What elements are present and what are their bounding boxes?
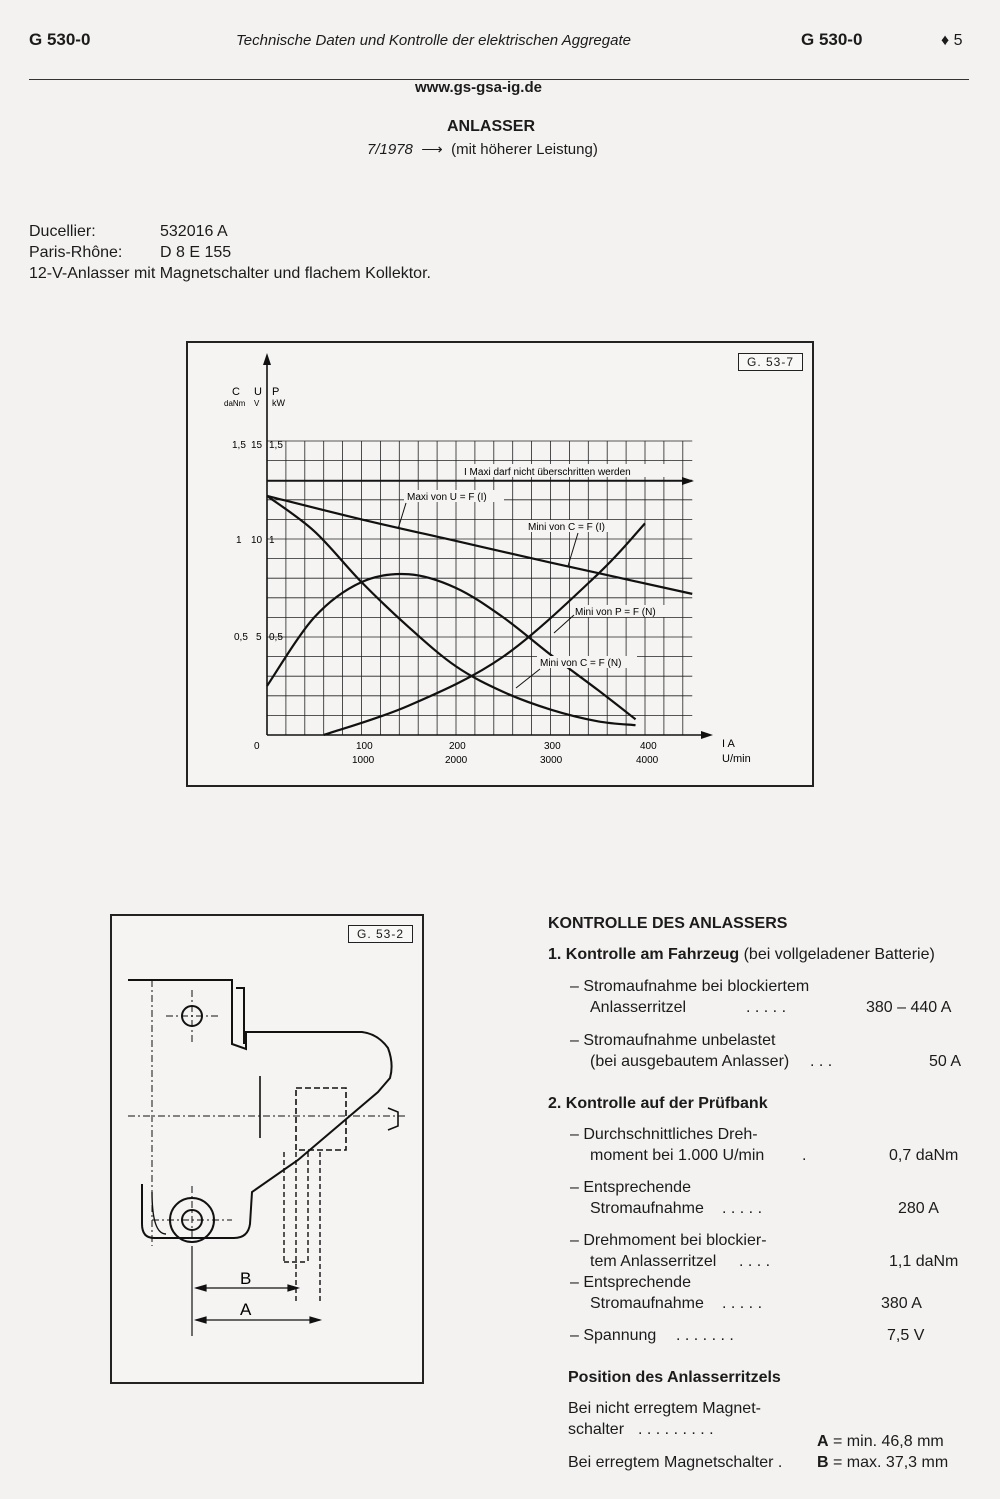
curve-u-of-i [267, 496, 692, 594]
y-tick-p-1: 1 [269, 535, 275, 546]
position-2-label: Bei erregtem Magnetschalter . [568, 1454, 783, 1471]
x-axis-label-current: I A [722, 738, 735, 750]
spannung-label: – Spannung [570, 1327, 657, 1344]
spec-description: 12-V-Anlasser mit Magnetschalter und flachem Kollektor. [29, 265, 431, 282]
axis-p-unit: kW [272, 398, 285, 408]
label-c-n-curve: Mini von C = F (N) [540, 658, 622, 669]
s2-item4-value: 380 A [881, 1295, 922, 1312]
s2-title: 2. Kontrolle auf der Prüfbank [548, 1095, 768, 1112]
spec-value-ducellier: 532016 A [160, 223, 228, 240]
position-title: Position des Anlasserritzels [568, 1369, 781, 1386]
spec-label-ducellier: Ducellier: [29, 223, 96, 240]
s2-item2-dots: . . . . . [722, 1200, 763, 1217]
position-1-line2: schalter [568, 1421, 625, 1438]
s2-item4-line2: Stromaufnahme [590, 1295, 704, 1312]
y-tick-c-0-5: 0,5 [234, 632, 248, 643]
position-2-result [817, 1454, 948, 1472]
section-title: ANLASSER [447, 118, 536, 135]
dimension-a-label: A [240, 1300, 252, 1319]
power-note: (mit höherer Leistung) [451, 141, 598, 158]
s2-item4-dots: . . . . . [722, 1295, 763, 1312]
x-axis-arrow-icon [701, 731, 713, 739]
s1-item1-value: 380 – 440 A [866, 999, 952, 1016]
y-tick-c-1: 1 [236, 535, 242, 546]
s1-heading [548, 946, 935, 964]
s2-item3-value: 1,1 daNm [889, 1253, 959, 1270]
drawing-svg [112, 916, 422, 1382]
chart-svg [188, 343, 812, 785]
curve-p-of-n [267, 574, 636, 719]
position-2-key: B [817, 1454, 829, 1471]
s2-item3-line2: tem Anlasserritzel [590, 1253, 717, 1270]
label-c-i-curve: Mini von C = F (I) [528, 522, 605, 533]
position-1-result [817, 1433, 944, 1451]
s1-item2-line1: – Stromaufnahme unbelastet [570, 1032, 776, 1049]
s1-title: 1. Kontrolle am Fahrzeug [548, 946, 740, 963]
s1-item2-dots: . . . [810, 1053, 833, 1070]
imax-arrow-icon [682, 477, 694, 485]
kontrolle-title: KONTROLLE DES ANLASSERS [548, 915, 788, 932]
axis-c-unit: daNm [224, 399, 246, 408]
chart-axes [263, 353, 713, 739]
spannung-dots: . . . . . . . [676, 1327, 734, 1344]
x-tick-300: 300 [544, 741, 561, 752]
s1-note: (bei vollgeladener Batterie) [743, 946, 935, 963]
y-tick-p-0-5: 0,5 [269, 632, 283, 643]
x-tick-100: 100 [356, 741, 373, 752]
x-tick-400: 400 [640, 741, 657, 752]
axis-u-unit: V [254, 399, 260, 408]
x-axis-label-speed: U/min [722, 753, 751, 765]
x-tick-200: 200 [449, 741, 466, 752]
position-1-value: = min. 46,8 mm [833, 1433, 944, 1450]
figure-performance-chart [186, 341, 814, 787]
s2-item1-line1: – Durchschnittliches Dreh- [570, 1126, 758, 1143]
label-p-n-curve: Mini von P = F (N) [575, 607, 656, 618]
s2-item1-line2: moment bei 1.000 U/min [590, 1147, 765, 1164]
s1-item2-line2: (bei ausgebautem Anlasser) [590, 1053, 790, 1070]
date-range: 7/1978 [367, 141, 413, 158]
page-number: ♦ 5 [941, 32, 963, 49]
y-tick-u-5: 5 [256, 632, 262, 643]
website-url[interactable]: www.gs-gsa-ig.de [415, 79, 542, 96]
figure-pinion-drawing [110, 914, 424, 1384]
s2-item2-line2: Stromaufnahme [590, 1200, 704, 1217]
y-tick-u-10: 10 [251, 535, 263, 546]
axis-p-label: P [272, 386, 280, 398]
s1-item1-line1: – Stromaufnahme bei blockiertem [570, 978, 810, 995]
x-tick-1000: 1000 [352, 755, 375, 766]
y-axis-arrow-icon [263, 353, 271, 365]
s2-item1-value: 0,7 daNm [889, 1147, 959, 1164]
label-u-curve: Maxi von U = F (I) [407, 492, 487, 503]
s2-item3-line1: – Drehmoment bei blockier- [570, 1232, 767, 1249]
curve-c-of-i [324, 523, 645, 735]
doc-code-right: G 530-0 [801, 30, 863, 49]
spec-value-parisrhone: D 8 E 155 [160, 244, 232, 261]
position-1-dots: . . . . . . . . . [638, 1421, 714, 1438]
s2-item3-dots: . . . . [739, 1253, 771, 1270]
chart-grid [267, 441, 692, 735]
figure-tag-2: G. 53-2 [348, 925, 413, 943]
spec-label-parisrhone: Paris-Rhône: [29, 244, 123, 261]
arrow-right-icon: ⟶ [417, 141, 447, 158]
s1-item2-value: 50 A [929, 1053, 962, 1070]
x-tick-2000: 2000 [445, 755, 468, 766]
section-subtitle [367, 140, 598, 158]
s1-item1-dots: . . . . . [746, 999, 787, 1016]
y-tick-u-15: 15 [251, 440, 263, 451]
position-1-line1: Bei nicht erregtem Magnet- [568, 1400, 761, 1417]
position-1-key: A [817, 1433, 829, 1450]
y-tick-p-1-5: 1,5 [269, 440, 283, 451]
doc-code-left: G 530-0 [29, 30, 91, 49]
dimension-b-label: B [240, 1269, 252, 1288]
imax-label: I Maxi darf nicht überschritten werden [464, 467, 631, 478]
figure-tag: G. 53-7 [738, 353, 803, 371]
x-tick-3000: 3000 [540, 755, 563, 766]
header-title: Technische Daten und Kontrolle der elektrischen Aggregate [236, 32, 631, 49]
axis-c-label: C [232, 386, 240, 398]
x-tick-4000: 4000 [636, 755, 659, 766]
spannung-value: 7,5 V [887, 1327, 925, 1344]
x-tick-0: 0 [254, 741, 260, 752]
s2-item2-value: 280 A [898, 1200, 939, 1217]
s1-item1-line2: Anlasserritzel [590, 999, 687, 1016]
s2-item4-line1: – Entsprechende [570, 1274, 691, 1291]
y-tick-c-1-5: 1,5 [232, 440, 246, 451]
position-2-value: = max. 37,3 mm [833, 1454, 949, 1471]
s2-item2-line1: – Entsprechende [570, 1179, 691, 1196]
axis-u-label: U [254, 386, 262, 398]
s2-item1-dots: . [802, 1147, 807, 1164]
